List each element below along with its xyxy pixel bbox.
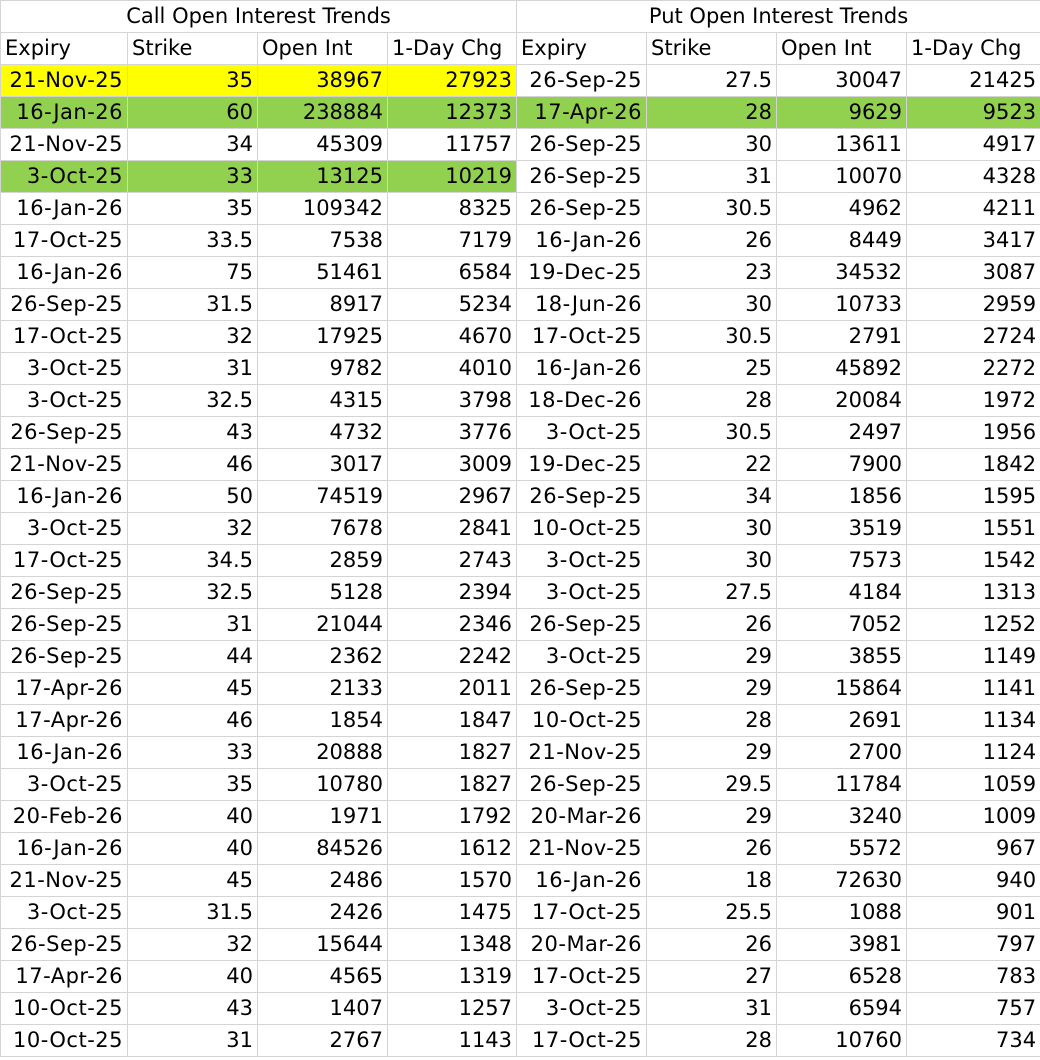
put-open-int-cell[interactable]: 10733	[777, 289, 907, 321]
put-chg-cell[interactable]: 783	[907, 961, 1040, 993]
put-expiry-cell[interactable]: 26-Sep-25	[517, 769, 647, 801]
put-expiry-cell[interactable]: 17-Oct-25	[517, 961, 647, 993]
call-open-int-cell[interactable]: 74519	[258, 481, 388, 513]
put-expiry-cell[interactable]: 16-Jan-26	[517, 353, 647, 385]
call-chg-cell[interactable]: 2743	[388, 545, 517, 577]
call-open-int-cell[interactable]: 8917	[258, 289, 388, 321]
table-row	[1, 641, 1040, 673]
call-open-int-cell[interactable]: 13125	[258, 161, 388, 193]
call-expiry-cell[interactable]: 16-Jan-26	[1, 193, 128, 225]
put-chg-cell[interactable]: 1009	[907, 801, 1040, 833]
call-open-int-cell[interactable]: 51461	[258, 257, 388, 289]
call-chg-cell[interactable]: 1827	[388, 737, 517, 769]
call-chg-cell[interactable]: 1143	[388, 1025, 517, 1057]
put-chg-cell[interactable]: 4917	[907, 129, 1040, 161]
put-chg-cell[interactable]: 1551	[907, 513, 1040, 545]
put-expiry-cell[interactable]: 19-Dec-25	[517, 257, 647, 289]
put-expiry-cell[interactable]: 21-Nov-25	[517, 833, 647, 865]
call-expiry-cell[interactable]: 17-Oct-25	[1, 225, 128, 257]
call-chg-cell[interactable]: 2967	[388, 481, 517, 513]
call-chg-cell[interactable]: 2242	[388, 641, 517, 673]
put-expiry-cell[interactable]: 3-Oct-25	[517, 993, 647, 1025]
put-open-int-cell[interactable]: 4962	[777, 193, 907, 225]
table-row	[1, 833, 1040, 865]
call-open-int-cell[interactable]: 45309	[258, 129, 388, 161]
table-row	[1, 225, 1040, 257]
put-expiry-cell[interactable]: 21-Nov-25	[517, 737, 647, 769]
put-expiry-cell[interactable]: 26-Sep-25	[517, 193, 647, 225]
put-strike-header[interactable]: Strike	[647, 33, 777, 65]
put-strike-cell[interactable]: 26	[647, 929, 777, 961]
call-strike-header[interactable]: Strike	[128, 33, 258, 65]
put-strike-cell[interactable]: 28	[647, 1025, 777, 1057]
put-chg-cell[interactable]: 3417	[907, 225, 1040, 257]
put-chg-cell[interactable]: 1595	[907, 481, 1040, 513]
call-expiry-cell[interactable]: 17-Oct-25	[1, 321, 128, 353]
put-open-int-cell[interactable]: 1856	[777, 481, 907, 513]
call-open-int-cell[interactable]: 5128	[258, 577, 388, 609]
call-strike-cell[interactable]: 60	[128, 97, 258, 129]
call-chg-cell[interactable]: 11757	[388, 129, 517, 161]
call-open-int-cell[interactable]: 7538	[258, 225, 388, 257]
put-expiry-cell[interactable]: 16-Jan-26	[517, 865, 647, 897]
table-row	[1, 577, 1040, 609]
put-open-int-cell[interactable]: 20084	[777, 385, 907, 417]
call-strike-cell[interactable]: 40	[128, 833, 258, 865]
put-strike-cell[interactable]: 29.5	[647, 769, 777, 801]
call-chg-cell[interactable]: 2394	[388, 577, 517, 609]
call-open-int-cell[interactable]: 4565	[258, 961, 388, 993]
call-open-int-cell[interactable]: 9782	[258, 353, 388, 385]
put-strike-cell[interactable]: 28	[647, 385, 777, 417]
put-expiry-cell[interactable]: 3-Oct-25	[517, 577, 647, 609]
put-expiry-cell[interactable]: 18-Jun-26	[517, 289, 647, 321]
put-open-int-cell[interactable]: 7573	[777, 545, 907, 577]
table-row	[1, 609, 1040, 641]
call-chg-cell[interactable]: 10219	[388, 161, 517, 193]
put-strike-cell[interactable]: 30	[647, 289, 777, 321]
put-expiry-header[interactable]: Expiry	[517, 33, 647, 65]
table-row	[1, 513, 1040, 545]
call-strike-cell[interactable]: 43	[128, 417, 258, 449]
call-open-int-cell[interactable]: 20888	[258, 737, 388, 769]
call-open-int-cell[interactable]: 10780	[258, 769, 388, 801]
put-chg-cell[interactable]: 4211	[907, 193, 1040, 225]
call-expiry-cell[interactable]: 10-Oct-25	[1, 1025, 128, 1057]
call-strike-cell[interactable]: 31.5	[128, 289, 258, 321]
put-open-int-header[interactable]: Open Int	[777, 33, 907, 65]
put-strike-cell[interactable]: 28	[647, 97, 777, 129]
call-chg-cell[interactable]: 4010	[388, 353, 517, 385]
put-chg-cell[interactable]: 3087	[907, 257, 1040, 289]
put-open-int-cell[interactable]: 10760	[777, 1025, 907, 1057]
call-chg-cell[interactable]: 2346	[388, 609, 517, 641]
put-chg-cell[interactable]: 2724	[907, 321, 1040, 353]
put-strike-cell[interactable]: 29	[647, 641, 777, 673]
call-expiry-cell[interactable]: 17-Apr-26	[1, 705, 128, 737]
call-chg-header[interactable]: 1-Day Chg	[388, 33, 517, 65]
call-expiry-cell[interactable]: 16-Jan-26	[1, 737, 128, 769]
call-expiry-cell[interactable]: 3-Oct-25	[1, 769, 128, 801]
table-row	[1, 737, 1040, 769]
put-strike-cell[interactable]: 29	[647, 801, 777, 833]
put-strike-cell[interactable]: 29	[647, 673, 777, 705]
call-chg-cell[interactable]: 6584	[388, 257, 517, 289]
call-strike-cell[interactable]: 46	[128, 449, 258, 481]
call-strike-cell[interactable]: 46	[128, 705, 258, 737]
call-open-int-cell[interactable]: 3017	[258, 449, 388, 481]
call-chg-cell[interactable]: 1847	[388, 705, 517, 737]
put-open-int-cell[interactable]: 45892	[777, 353, 907, 385]
put-open-int-cell[interactable]: 2700	[777, 737, 907, 769]
call-expiry-cell[interactable]: 21-Nov-25	[1, 129, 128, 161]
put-strike-cell[interactable]: 22	[647, 449, 777, 481]
put-chg-cell[interactable]: 2272	[907, 353, 1040, 385]
call-strike-cell[interactable]: 43	[128, 993, 258, 1025]
call-expiry-cell[interactable]: 16-Jan-26	[1, 481, 128, 513]
put-chg-cell[interactable]: 1313	[907, 577, 1040, 609]
put-chg-cell[interactable]: 1059	[907, 769, 1040, 801]
put-strike-cell[interactable]: 26	[647, 225, 777, 257]
call-chg-cell[interactable]: 5234	[388, 289, 517, 321]
put-chg-cell[interactable]: 1149	[907, 641, 1040, 673]
put-section-title[interactable]: Put Open Interest Trends	[517, 1, 1040, 33]
put-open-int-cell[interactable]: 3240	[777, 801, 907, 833]
put-strike-cell[interactable]: 30	[647, 545, 777, 577]
call-chg-cell[interactable]: 27923	[388, 65, 517, 97]
call-expiry-cell[interactable]: 17-Apr-26	[1, 673, 128, 705]
call-strike-cell[interactable]: 34.5	[128, 545, 258, 577]
call-strike-cell[interactable]: 50	[128, 481, 258, 513]
put-chg-cell[interactable]: 797	[907, 929, 1040, 961]
call-strike-cell[interactable]: 40	[128, 961, 258, 993]
put-expiry-cell[interactable]: 20-Mar-26	[517, 801, 647, 833]
call-expiry-cell[interactable]: 3-Oct-25	[1, 897, 128, 929]
call-strike-cell[interactable]: 32.5	[128, 577, 258, 609]
put-strike-cell[interactable]: 29	[647, 737, 777, 769]
call-chg-cell[interactable]: 1319	[388, 961, 517, 993]
table-row	[1, 193, 1040, 225]
table-row	[1, 481, 1040, 513]
call-expiry-cell[interactable]: 17-Apr-26	[1, 961, 128, 993]
call-strike-cell[interactable]: 33	[128, 161, 258, 193]
table-row	[1, 897, 1040, 929]
put-open-int-cell[interactable]: 3519	[777, 513, 907, 545]
call-chg-cell[interactable]: 3776	[388, 417, 517, 449]
put-expiry-cell[interactable]: 26-Sep-25	[517, 481, 647, 513]
call-strike-cell[interactable]: 40	[128, 801, 258, 833]
put-chg-cell[interactable]: 1134	[907, 705, 1040, 737]
put-strike-cell[interactable]: 31	[647, 161, 777, 193]
call-chg-cell[interactable]: 1792	[388, 801, 517, 833]
call-chg-cell[interactable]: 1348	[388, 929, 517, 961]
call-chg-cell[interactable]: 12373	[388, 97, 517, 129]
call-expiry-cell[interactable]: 26-Sep-25	[1, 929, 128, 961]
call-open-int-cell[interactable]: 2486	[258, 865, 388, 897]
call-expiry-cell[interactable]: 26-Sep-25	[1, 417, 128, 449]
put-expiry-cell[interactable]: 3-Oct-25	[517, 417, 647, 449]
call-open-int-cell[interactable]: 4732	[258, 417, 388, 449]
call-expiry-cell[interactable]: 3-Oct-25	[1, 353, 128, 385]
call-expiry-cell[interactable]: 21-Nov-25	[1, 65, 128, 97]
call-chg-cell[interactable]: 8325	[388, 193, 517, 225]
call-section-title[interactable]: Call Open Interest Trends	[1, 1, 517, 33]
put-open-int-cell[interactable]: 9629	[777, 97, 907, 129]
call-open-int-cell[interactable]: 2767	[258, 1025, 388, 1057]
call-expiry-header[interactable]: Expiry	[1, 33, 128, 65]
put-expiry-cell[interactable]: 26-Sep-25	[517, 609, 647, 641]
call-strike-cell[interactable]: 35	[128, 193, 258, 225]
call-chg-cell[interactable]: 1612	[388, 833, 517, 865]
table-row	[1, 321, 1040, 353]
call-chg-cell[interactable]: 2841	[388, 513, 517, 545]
put-open-int-cell[interactable]: 4184	[777, 577, 907, 609]
call-strike-cell[interactable]: 31	[128, 609, 258, 641]
put-expiry-cell[interactable]: 26-Sep-25	[517, 673, 647, 705]
call-expiry-cell[interactable]: 26-Sep-25	[1, 641, 128, 673]
call-strike-cell[interactable]: 31	[128, 1025, 258, 1057]
put-expiry-cell[interactable]: 3-Oct-25	[517, 545, 647, 577]
put-expiry-cell[interactable]: 3-Oct-25	[517, 641, 647, 673]
table-row	[1, 161, 1040, 193]
put-chg-cell[interactable]: 1141	[907, 673, 1040, 705]
call-open-int-header[interactable]: Open Int	[258, 33, 388, 65]
put-strike-cell[interactable]: 30.5	[647, 193, 777, 225]
put-strike-cell[interactable]: 30	[647, 129, 777, 161]
put-expiry-cell[interactable]: 19-Dec-25	[517, 449, 647, 481]
put-strike-cell[interactable]: 26	[647, 609, 777, 641]
table-row	[1, 257, 1040, 289]
put-expiry-cell[interactable]: 17-Oct-25	[517, 897, 647, 929]
call-strike-cell[interactable]: 33	[128, 737, 258, 769]
table-row	[1, 65, 1040, 97]
put-strike-cell[interactable]: 25	[647, 353, 777, 385]
call-open-int-cell[interactable]: 1854	[258, 705, 388, 737]
call-open-int-cell[interactable]: 2859	[258, 545, 388, 577]
table-row	[1, 1025, 1040, 1057]
call-expiry-cell[interactable]: 3-Oct-25	[1, 513, 128, 545]
table-row	[1, 705, 1040, 737]
put-expiry-cell[interactable]: 26-Sep-25	[517, 161, 647, 193]
table-row	[1, 97, 1040, 129]
call-strike-cell[interactable]: 35	[128, 769, 258, 801]
put-chg-cell[interactable]: 901	[907, 897, 1040, 929]
put-expiry-cell[interactable]: 26-Sep-25	[517, 129, 647, 161]
table-row	[1, 417, 1040, 449]
call-chg-cell[interactable]: 7179	[388, 225, 517, 257]
call-open-int-cell[interactable]: 109342	[258, 193, 388, 225]
call-open-int-cell[interactable]: 2426	[258, 897, 388, 929]
call-strike-cell[interactable]: 44	[128, 641, 258, 673]
call-expiry-cell[interactable]: 3-Oct-25	[1, 385, 128, 417]
call-open-int-cell[interactable]: 2362	[258, 641, 388, 673]
put-open-int-cell[interactable]: 10070	[777, 161, 907, 193]
put-chg-cell[interactable]: 1956	[907, 417, 1040, 449]
table-row	[1, 353, 1040, 385]
put-strike-cell[interactable]: 18	[647, 865, 777, 897]
table-row	[1, 769, 1040, 801]
put-open-int-cell[interactable]: 15864	[777, 673, 907, 705]
call-strike-cell[interactable]: 32	[128, 513, 258, 545]
put-expiry-cell[interactable]: 16-Jan-26	[517, 225, 647, 257]
call-expiry-cell[interactable]: 10-Oct-25	[1, 993, 128, 1025]
put-strike-cell[interactable]: 31	[647, 993, 777, 1025]
put-chg-header[interactable]: 1-Day Chg	[907, 33, 1040, 65]
table-row	[1, 993, 1040, 1025]
call-expiry-cell[interactable]: 17-Oct-25	[1, 545, 128, 577]
put-strike-cell[interactable]: 28	[647, 705, 777, 737]
put-strike-cell[interactable]: 34	[647, 481, 777, 513]
put-open-int-cell[interactable]: 1088	[777, 897, 907, 929]
call-strike-cell[interactable]: 45	[128, 865, 258, 897]
put-open-int-cell[interactable]: 2791	[777, 321, 907, 353]
call-chg-cell[interactable]: 3798	[388, 385, 517, 417]
put-expiry-cell[interactable]: 10-Oct-25	[517, 705, 647, 737]
table-row	[1, 961, 1040, 993]
call-expiry-cell[interactable]: 21-Nov-25	[1, 449, 128, 481]
put-strike-cell[interactable]: 23	[647, 257, 777, 289]
put-expiry-cell[interactable]: 17-Oct-25	[517, 321, 647, 353]
put-open-int-cell[interactable]: 5572	[777, 833, 907, 865]
table-row	[1, 545, 1040, 577]
call-strike-cell[interactable]: 35	[128, 65, 258, 97]
put-chg-cell[interactable]: 940	[907, 865, 1040, 897]
call-chg-cell[interactable]: 1827	[388, 769, 517, 801]
put-chg-cell[interactable]: 21425	[907, 65, 1040, 97]
put-chg-cell[interactable]: 1542	[907, 545, 1040, 577]
table-row	[1, 449, 1040, 481]
put-chg-cell[interactable]: 1252	[907, 609, 1040, 641]
header-row	[1, 33, 1040, 65]
put-open-int-cell[interactable]: 3855	[777, 641, 907, 673]
call-open-int-cell[interactable]: 7678	[258, 513, 388, 545]
table-row	[1, 929, 1040, 961]
call-open-int-cell[interactable]: 21044	[258, 609, 388, 641]
put-strike-cell[interactable]: 25.5	[647, 897, 777, 929]
table-row	[1, 801, 1040, 833]
call-strike-cell[interactable]: 32.5	[128, 385, 258, 417]
table-row	[1, 673, 1040, 705]
table-row	[1, 289, 1040, 321]
title-row	[1, 1, 1040, 33]
call-open-int-cell[interactable]: 2133	[258, 673, 388, 705]
call-open-int-cell[interactable]: 15644	[258, 929, 388, 961]
put-expiry-cell[interactable]: 20-Mar-26	[517, 929, 647, 961]
call-strike-cell[interactable]: 32	[128, 929, 258, 961]
put-chg-cell[interactable]: 9523	[907, 97, 1040, 129]
put-open-int-cell[interactable]: 34532	[777, 257, 907, 289]
call-expiry-cell[interactable]: 16-Jan-26	[1, 97, 128, 129]
put-expiry-cell[interactable]: 17-Apr-26	[517, 97, 647, 129]
put-open-int-cell[interactable]: 2691	[777, 705, 907, 737]
call-strike-cell[interactable]: 32	[128, 321, 258, 353]
call-open-int-cell[interactable]: 238884	[258, 97, 388, 129]
call-strike-cell[interactable]: 45	[128, 673, 258, 705]
put-strike-cell[interactable]: 27.5	[647, 65, 777, 97]
table-row	[1, 385, 1040, 417]
data-rows	[1, 65, 1040, 1057]
call-open-int-cell[interactable]: 38967	[258, 65, 388, 97]
call-chg-cell[interactable]: 1475	[388, 897, 517, 929]
put-chg-cell[interactable]: 4328	[907, 161, 1040, 193]
put-chg-cell[interactable]: 757	[907, 993, 1040, 1025]
call-open-int-cell[interactable]: 84526	[258, 833, 388, 865]
call-chg-cell[interactable]: 4670	[388, 321, 517, 353]
call-expiry-cell[interactable]: 20-Feb-26	[1, 801, 128, 833]
call-expiry-cell[interactable]: 26-Sep-25	[1, 577, 128, 609]
put-open-int-cell[interactable]: 11784	[777, 769, 907, 801]
call-expiry-cell[interactable]: 26-Sep-25	[1, 609, 128, 641]
call-chg-cell[interactable]: 3009	[388, 449, 517, 481]
put-open-int-cell[interactable]: 7052	[777, 609, 907, 641]
put-strike-cell[interactable]: 27	[647, 961, 777, 993]
call-strike-cell[interactable]: 33.5	[128, 225, 258, 257]
put-open-int-cell[interactable]: 7900	[777, 449, 907, 481]
put-chg-cell[interactable]: 1972	[907, 385, 1040, 417]
put-expiry-cell[interactable]: 26-Sep-25	[517, 65, 647, 97]
put-open-int-cell[interactable]: 30047	[777, 65, 907, 97]
put-strike-cell[interactable]: 30.5	[647, 417, 777, 449]
put-open-int-cell[interactable]: 72630	[777, 865, 907, 897]
put-expiry-cell[interactable]: 18-Dec-26	[517, 385, 647, 417]
call-strike-cell[interactable]: 34	[128, 129, 258, 161]
call-chg-cell[interactable]: 2011	[388, 673, 517, 705]
call-strike-cell[interactable]: 31.5	[128, 897, 258, 929]
put-open-int-cell[interactable]: 6594	[777, 993, 907, 1025]
put-open-int-cell[interactable]: 13611	[777, 129, 907, 161]
call-open-int-cell[interactable]: 17925	[258, 321, 388, 353]
call-expiry-cell[interactable]: 3-Oct-25	[1, 161, 128, 193]
put-chg-cell[interactable]: 1124	[907, 737, 1040, 769]
call-strike-cell[interactable]: 75	[128, 257, 258, 289]
put-strike-cell[interactable]: 30.5	[647, 321, 777, 353]
call-expiry-cell[interactable]: 26-Sep-25	[1, 289, 128, 321]
call-expiry-cell[interactable]: 21-Nov-25	[1, 865, 128, 897]
call-open-int-cell[interactable]: 4315	[258, 385, 388, 417]
call-open-int-cell[interactable]: 1971	[258, 801, 388, 833]
put-expiry-cell[interactable]: 17-Oct-25	[517, 1025, 647, 1057]
put-chg-cell[interactable]: 2959	[907, 289, 1040, 321]
call-chg-cell[interactable]: 1570	[388, 865, 517, 897]
table-row	[1, 865, 1040, 897]
call-chg-cell[interactable]: 1257	[388, 993, 517, 1025]
put-expiry-cell[interactable]: 10-Oct-25	[517, 513, 647, 545]
call-expiry-cell[interactable]: 16-Jan-26	[1, 257, 128, 289]
put-open-int-cell[interactable]: 6528	[777, 961, 907, 993]
put-strike-cell[interactable]: 26	[647, 833, 777, 865]
put-chg-cell[interactable]: 1842	[907, 449, 1040, 481]
call-strike-cell[interactable]: 31	[128, 353, 258, 385]
put-open-int-cell[interactable]: 8449	[777, 225, 907, 257]
put-open-int-cell[interactable]: 2497	[777, 417, 907, 449]
table-row	[1, 129, 1040, 161]
call-expiry-cell[interactable]: 16-Jan-26	[1, 833, 128, 865]
call-open-int-cell[interactable]: 1407	[258, 993, 388, 1025]
put-strike-cell[interactable]: 27.5	[647, 577, 777, 609]
put-open-int-cell[interactable]: 3981	[777, 929, 907, 961]
put-strike-cell[interactable]: 30	[647, 513, 777, 545]
put-chg-cell[interactable]: 734	[907, 1025, 1040, 1057]
put-chg-cell[interactable]: 967	[907, 833, 1040, 865]
